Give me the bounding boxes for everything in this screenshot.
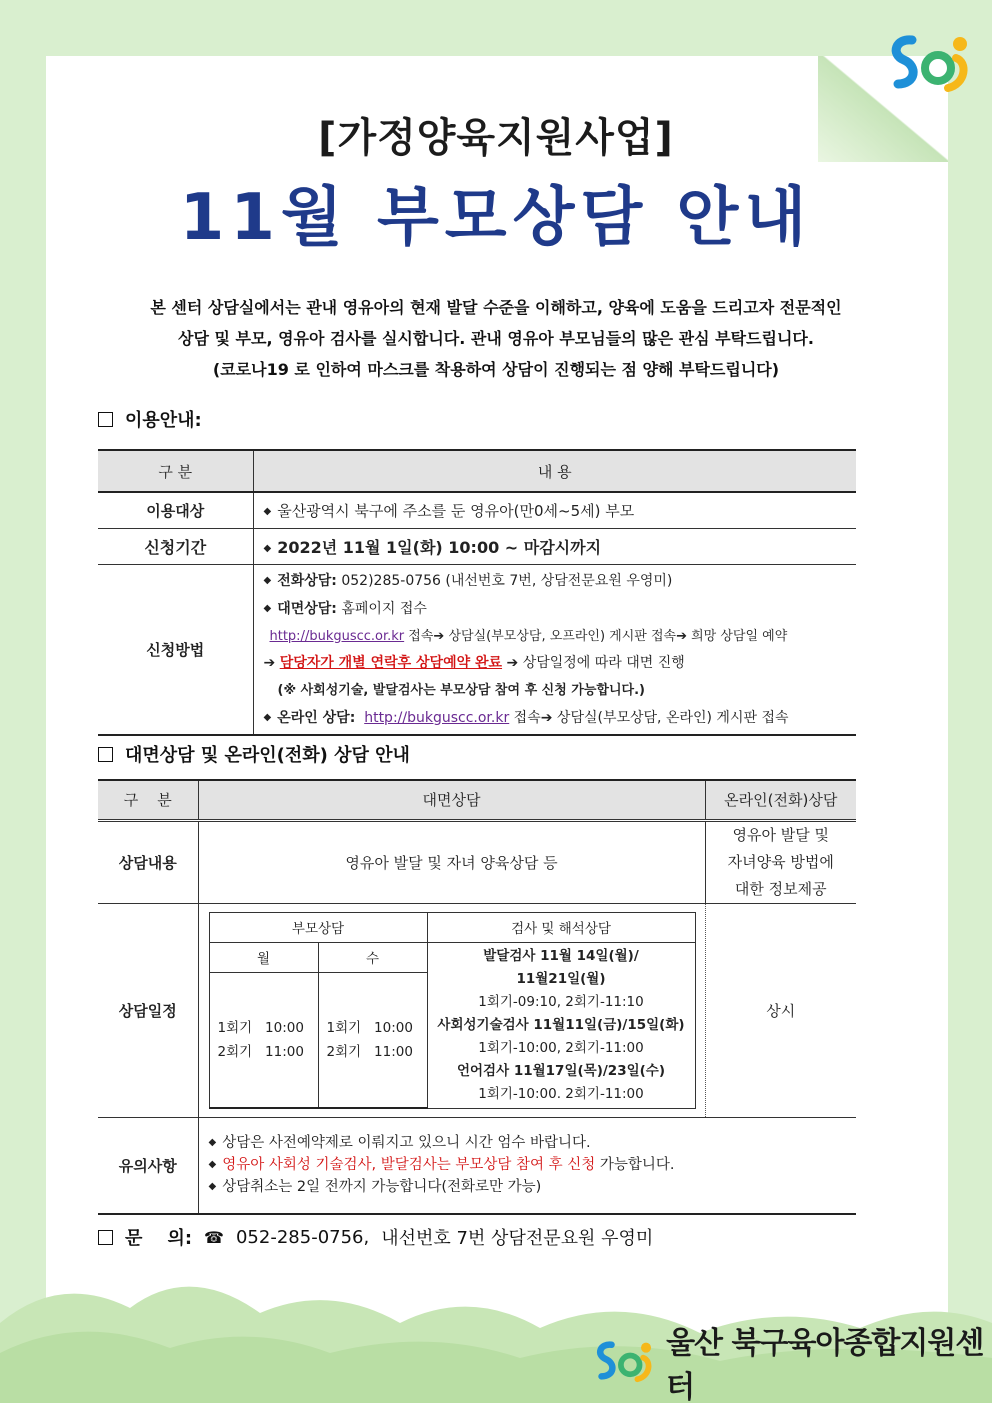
- diamond-bullet-icon: ◆: [263, 542, 272, 554]
- phone-text: 052)285-0756 (내선번호 7번, 상담전문요원 우영미): [341, 572, 673, 589]
- dev-test-date: 발달검사 11월 14일(월)/: [483, 947, 639, 964]
- wednesday-session: 1회기 10:00: [326, 1019, 413, 1036]
- dev-test-times: 1회기-09:10, 2회기-11:10: [478, 993, 644, 1010]
- note-text-red: 영유아 사회성 기술검사, 발달검사는 부모상담 참여 후 신청: [222, 1157, 596, 1174]
- lang-test-times: 1회기-10:00. 2회기-11:00: [478, 1085, 644, 1102]
- visit-text: 홈페이지 접수: [341, 600, 427, 617]
- wednesday-header: 수: [318, 942, 427, 972]
- visit-path-3: 희망 상담일 예약: [691, 628, 788, 644]
- notes-label: 유의사항: [98, 1118, 198, 1214]
- diamond-bullet-icon: ◆: [263, 711, 272, 723]
- homepage-link[interactable]: http://bukguscc.or.kr: [269, 628, 405, 644]
- content-label: 상담내용: [98, 820, 198, 903]
- phone-label: 전화상담:: [277, 572, 337, 589]
- checkbox-square-icon: [98, 412, 113, 427]
- arrow-right-icon: ➔: [506, 654, 519, 671]
- test-counsel-header: 검사 및 해석상담: [427, 912, 695, 942]
- period-label: 신청기간: [98, 528, 253, 564]
- table-row: [98, 564, 856, 735]
- counsel-col-face: 대면상담: [198, 780, 705, 820]
- note-text: 가능합니다.: [595, 1157, 675, 1174]
- arrow-right-icon: ➔: [263, 654, 276, 671]
- schedule-label: 상담일정: [98, 903, 198, 1118]
- table-row: [98, 1118, 856, 1214]
- usage-heading-text: 이용안내:: [125, 410, 202, 431]
- intro-line: (코로나19 로 인하여 마스크를 착용하여 상담이 진행되는 점 양해 부탁드립니다): [212, 360, 780, 379]
- intro-paragraph: [60, 292, 932, 385]
- usage-col-category: 구 분: [98, 450, 253, 492]
- diamond-bullet-icon: ◆: [263, 505, 272, 517]
- visit-path-2: 상담실(부모상담, 오프라인) 게시판 접속: [448, 628, 677, 644]
- visit-contact-rest: 상담일정에 따라 대면 진행: [522, 654, 685, 671]
- schedule-online: 상시: [705, 903, 856, 1118]
- period-text: 2022년 11월 1일(화) 10:00 ~ 마감시까지: [277, 537, 602, 557]
- usage-col-content: 내 용: [253, 450, 856, 492]
- contact-phone: 052-285-0756,: [235, 1226, 370, 1248]
- usage-section-heading: [98, 406, 202, 432]
- visit-label: 대면상담:: [277, 600, 337, 617]
- monday-session: 1회기 10:00: [217, 1019, 304, 1036]
- note-text: 상담은 사전예약제로 이뤄지고 있으니 시간 엄수 바랍니다.: [222, 1135, 591, 1152]
- counsel-section-heading: [98, 741, 410, 767]
- schedule-inner-table: [209, 912, 696, 1110]
- counsel-col-category: 구 분: [98, 780, 198, 820]
- target-text: 울산광역시 북구에 주소를 둔 영유아(만0세~5세) 부모: [277, 501, 635, 520]
- wednesday-session: 2회기 11:00: [326, 1043, 413, 1060]
- monday-header: 월: [209, 942, 318, 972]
- counsel-heading-text: 대면상담 및 온라인(전화) 상담 안내: [125, 745, 410, 766]
- target-label: 이용대상: [98, 492, 253, 528]
- table-row: [98, 528, 856, 564]
- dev-test-date: 11월21일(월): [516, 970, 606, 987]
- online-path-2: 상담실(부모상담, 온라인) 게시판 접속: [556, 709, 789, 726]
- counsel-table: [98, 779, 856, 1215]
- contact-text: 내선번호 7번 상담전문요원 우영미: [381, 1228, 654, 1249]
- page-subtitle: [가정양육지원사업]: [318, 115, 674, 161]
- phone-icon: ☎: [204, 1227, 224, 1247]
- intro-line: 상담 및 부모, 영유아 검사를 실시합니다. 관내 영유아 부모님들의 많은 관심 부탁드립니다.: [178, 329, 814, 348]
- visit-note: (※ 사회성기술, 발달검사는 부모상담 참여 후 신청 가능합니다.): [277, 682, 645, 698]
- online-homepage-link[interactable]: http://bukguscc.or.kr: [364, 709, 510, 726]
- center-logo-top: [882, 28, 974, 104]
- table-row: [98, 492, 856, 528]
- table-row: [98, 903, 856, 1118]
- parent-counsel-header: 부모상담: [209, 912, 427, 942]
- note-text: 상담취소는 2일 전까지 가능합니다(전화로만 가능): [222, 1179, 542, 1196]
- footer-logo: [590, 1318, 992, 1403]
- visit-contact-highlight: 담당자가 개별 연락후 상담예약 완료: [279, 654, 503, 671]
- diamond-bullet-icon: ◆: [208, 1159, 217, 1171]
- diamond-bullet-icon: ◆: [263, 574, 272, 586]
- counsel-col-online: 온라인(전화)상담: [705, 780, 856, 820]
- online-label: 온라인 상담:: [277, 709, 356, 726]
- social-test-times: 1회기-10:00, 2회기-11:00: [478, 1039, 644, 1056]
- org-name: 울산 북구육아종합지원센터: [666, 1326, 984, 1403]
- contact-line: [98, 1224, 653, 1250]
- online-path-1: 접속: [513, 709, 541, 726]
- page-title: 11월 부모상담 안내: [179, 181, 813, 255]
- checkbox-square-icon: [98, 1230, 113, 1245]
- table-row: [98, 820, 856, 903]
- intro-line: 본 센터 상담실에서는 관내 영유아의 현재 발달 수준을 이해하고, 양육에 도움을 드리고자 전문적인: [150, 298, 842, 317]
- visit-path-1: 접속: [408, 628, 434, 644]
- social-test-date: 사회성기술검사 11월11일(금)/15일(화): [437, 1016, 685, 1033]
- content-online-line: 영유아 발달 및: [732, 825, 829, 844]
- usage-table: [98, 449, 856, 736]
- method-label: 신청방법: [98, 564, 253, 735]
- arrow-right-icon: ➔: [540, 709, 553, 726]
- contact-label: 문 의:: [125, 1228, 193, 1249]
- lang-test-date: 언어검사 11월17일(목)/23일(수): [456, 1062, 666, 1079]
- content-online-line: 대한 정보제공: [734, 879, 827, 898]
- center-logo-icon: [590, 1334, 656, 1390]
- arrow-right-icon: ➔: [676, 628, 687, 644]
- content-face: 영유아 발달 및 자녀 양육상담 등: [198, 820, 705, 903]
- diamond-bullet-icon: ◆: [208, 1181, 217, 1193]
- diamond-bullet-icon: ◆: [263, 602, 272, 614]
- diamond-bullet-icon: ◆: [208, 1137, 217, 1149]
- arrow-right-icon: ➔: [433, 628, 445, 644]
- content-online-line: 자녀양육 방법에: [727, 852, 834, 871]
- monday-session: 2회기 11:00: [217, 1043, 304, 1060]
- checkbox-square-icon: [98, 747, 113, 762]
